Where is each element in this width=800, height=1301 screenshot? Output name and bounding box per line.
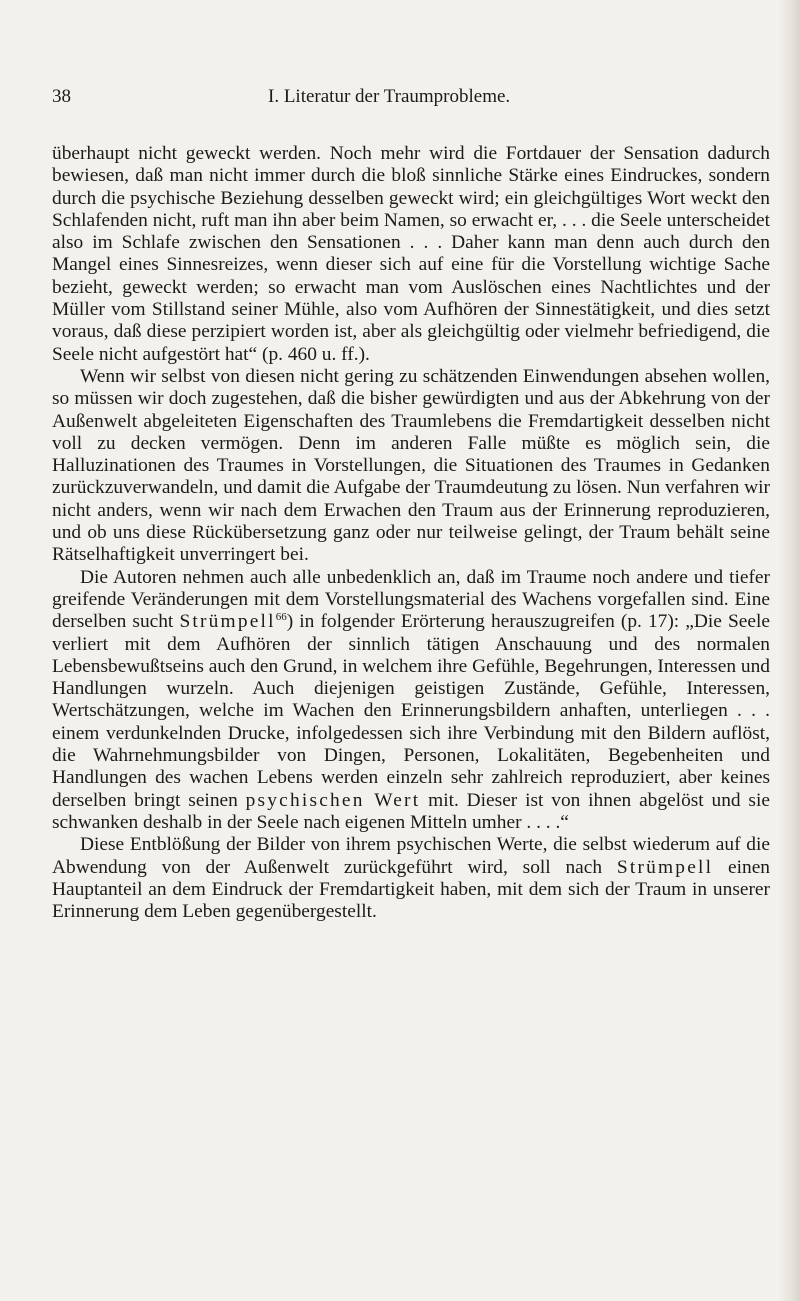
paragraph-3	[52, 567, 770, 835]
paragraph-1: überhaupt nicht geweckt werden. Noch mehr wird die Fortdauer der Sensation dadurch bewiesen, daß man nicht immer durch die bloß sinnliche Stärke eines Eindruckes, sondern durch die psychische Beziehung desselben geweckt wird; ein gleichgültiges Wort weckt den Schlafenden nicht, ruft man ihn aber beim Namen, so erwacht er, . . . die Seele unterscheidet also im Schlafe zwischen den Sensationen . . . Daher kann man denn auch durch den Mangel eines Sinnesreizes, wenn dieser sich auf eine für die Vorstellung wichtige Sache bezieht, geweckt werden; so erwacht man vom Auslöschen eines Nachtlichtes und der Müller vom Stillstand seiner Mühle, also vom Aufhören der Sinnestätigkeit, und dies setzt voraus, daß diese perzipiert worden ist, aber als gleichgültig oder vielmehr befriedigend, die Seele nicht aufgestört hat“ (p. 460 u. ff.).	[52, 143, 770, 365]
paragraph-2: Wenn wir selbst von diesen nicht gering zu schätzenden Einwendungen absehen wollen, so müssen wir doch zugestehen, daß die bisher gewürdigten und aus der Abkehrung von der Außenwelt abgeleiteten Eigenschaften des Traumlebens die Fremdartigkeit desselben nicht voll zu decken vermögen. Denn im anderen Falle müßte es möglich sein, die Halluzinationen des Traumes in Vorstellungen, die Situationen des Traumes in Gedanken zurückzuverwandeln, und damit die Aufgabe der Traumdeutung zu lösen. Nun verfahren wir nicht anders, wenn wir nach dem Erwachen den Traum aus der Erinnerung reproduzieren, und ob uns diese Rückübersetzung ganz oder nur teilweise gelingt, der Traum behält seine Rätselhaftigkeit unverringert bei.	[52, 365, 770, 566]
page-header	[52, 86, 770, 116]
spaced-term-psychischen-wert: psychischen Wert	[245, 789, 421, 811]
paragraph-3-text-a: Die Autoren nehmen auch alle unbedenklich an, daß im Traume noch andere und tiefer greifende Veränderungen mit dem Vorstellungsmaterial des Wachens vorgefallen sind. Eine derselben sucht	[52, 566, 770, 633]
page-edge-shadow	[778, 0, 800, 1301]
paragraph-3-text-b: ) in folgender Erörterung herauszugreifen (p. 17): „Die Seele verliert mit dem Aufhören der sinnlich tätigen Anschauung und des normalen Lebensbewußtseins auch den Grund, in welchem ihre Gefühle, Begehrungen, Interessen und Handlungen wurzeln. Auch diejenigen geistigen Zustände, Gefühle, Interessen, Wertschätzungen, welche im Wachen den Erinnerungsbildern anhaften, unterliegen . . . einem verdunkelnden Drucke, infolgedessen sich ihre Verbindung mit den Bildern auflöst, die Wahrnehmungsbilder von Dingen, Personen, Lokalitäten, Begebenheiten und Handlungen des wachen Lebens werden einzeln sehr zahlreich reproduziert, aber keines derselben bringt seinen	[52, 611, 770, 811]
paragraph-4-text-a: Diese Entblößung der Bilder von ihrem psychischen Werte, die selbst wiederum auf die Abwendung von der Außenwelt zurückgeführt wird, soll nach	[52, 834, 770, 878]
author-name-struempell-2: Strümpell	[616, 856, 714, 878]
running-title: I. Literatur der Traumprobleme.	[268, 86, 511, 107]
body-text	[52, 143, 770, 923]
paragraph-4	[52, 834, 770, 923]
footnote-marker: 66	[275, 611, 287, 624]
paragraph-3-text-c: mit. Dieser ist von ihnen abgelöst und sie schwanken deshalb in der Seele nach eigenen Mitteln umher . . . .“	[52, 789, 770, 833]
paragraph-4-text-b: einen Hauptanteil an dem Eindruck der Fremdartigkeit haben, mit dem sich der Traum in unserer Erinnerung dem Leben gegenübergestellt.	[52, 856, 770, 923]
page-number: 38	[52, 86, 71, 107]
author-name-struempell: Strümpell	[179, 611, 276, 633]
